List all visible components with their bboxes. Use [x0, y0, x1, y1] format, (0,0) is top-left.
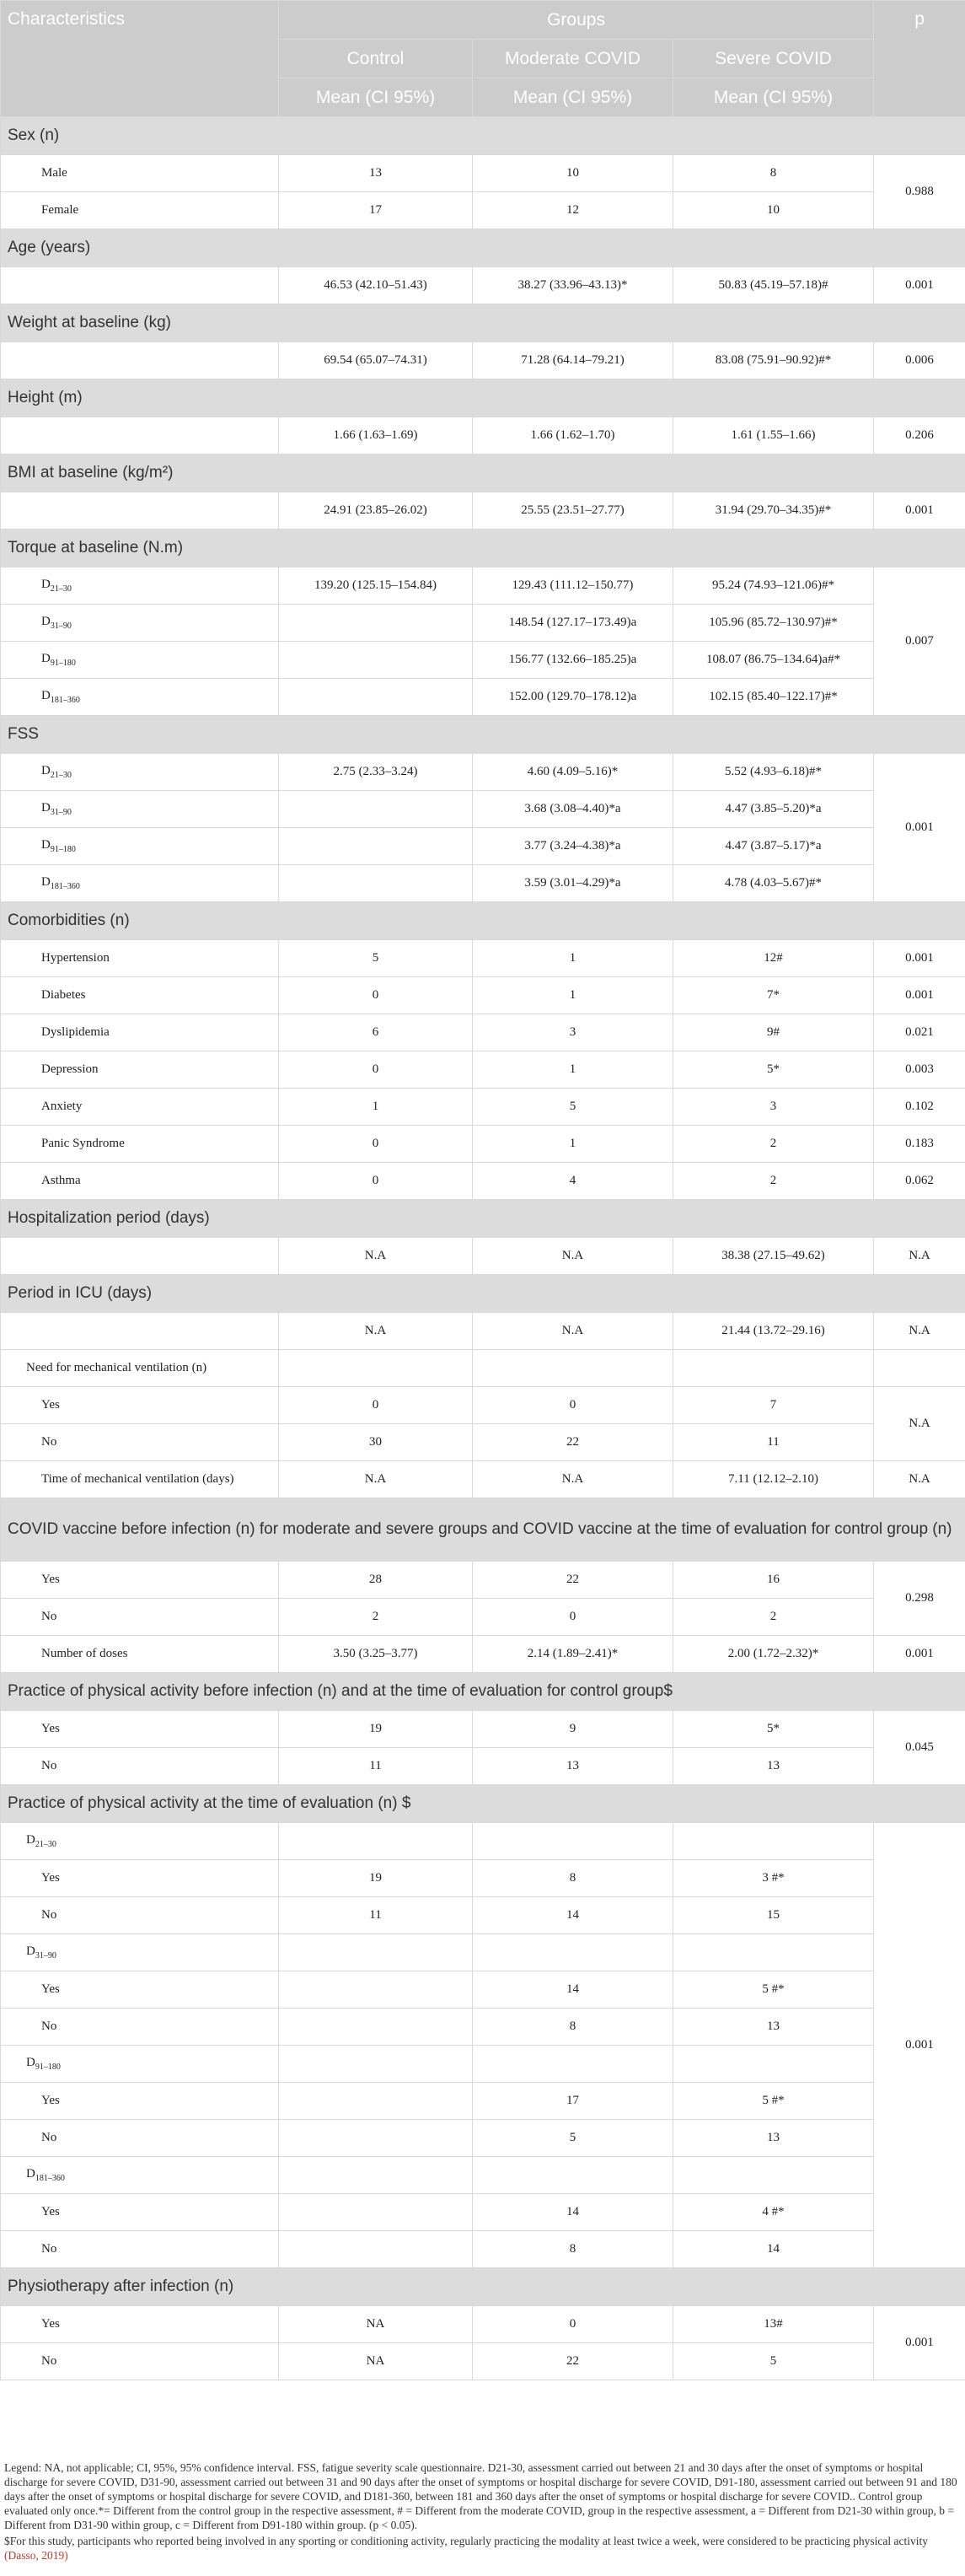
table-legend [0, 2459, 965, 2564]
table-row: $D_{31-90}$ 148.54 (127.17–173.49)a 105.96 (85.72–130.97)#* [1, 605, 965, 642]
table-row: Yes 28 22 16 0.298 [1, 1562, 965, 1599]
col-characteristics: Characteristics [1, 1, 279, 117]
table-row: Yes 19 8 3 #* [1, 1860, 965, 1897]
section-hospitalization: Hospitalization period (days) [1, 1200, 965, 1238]
table-row: Female 17 12 10 [1, 192, 965, 229]
table-row: Panic Syndrome 0 1 2 0.183 [1, 1126, 965, 1163]
col-mean-ci: Mean (CI 95%) [673, 78, 874, 117]
table-row: $D_{31-90}$ 3.68 (3.08–4.40)*a 4.47 (3.85–5.20)*a [1, 791, 965, 828]
table-row: No 30 22 11 [1, 1424, 965, 1461]
p-value: 0.007 [874, 567, 965, 716]
table-row: Number of doses 3.50 (3.25–3.77) 2.14 (1.89–2.41)* 2.00 (1.72–2.32)* 0.001 [1, 1636, 965, 1673]
table-row: $D_{181-360}$ [1, 2157, 965, 2194]
table-row: No NA 22 5 [1, 2343, 965, 2380]
table-row: Hypertension 5 1 12# 0.001 [1, 940, 965, 977]
table-row: N.A N.A 38.38 (27.15–49.62) N.A [1, 1238, 965, 1275]
table-row: No 8 14 [1, 2231, 965, 2268]
section-physiotherapy: Physiotherapy after infection (n) [1, 2268, 965, 2306]
table-row: Diabetes 0 1 7* 0.001 [1, 977, 965, 1014]
table-row: 69.54 (65.07–74.31) 71.28 (64.14–79.21) 83.08 (75.91–90.92)#* 0.006 [1, 342, 965, 379]
table-row: No 11 14 15 [1, 1897, 965, 1934]
table-row: No 8 13 [1, 2009, 965, 2046]
p-value: N.A [874, 1387, 965, 1461]
table-row: Yes 17 5 #* [1, 2083, 965, 2120]
table-row: $D_{21-30}$ 0.001 [1, 1823, 965, 1860]
col-control: Control [279, 40, 473, 78]
table-row: Yes 19 9 5* 0.045 [1, 1711, 965, 1748]
section-weight: Weight at baseline (kg) [1, 304, 965, 342]
table-row: Anxiety 1 5 3 0.102 [1, 1089, 965, 1126]
p-value: 0.206 [874, 417, 965, 454]
table-row: Yes 14 4 #* [1, 2194, 965, 2231]
table-row: 46.53 (42.10–51.43) 38.27 (33.96–43.13)* 50.83 (45.19–57.18)# 0.001 [1, 267, 965, 304]
col-severe: Severe COVID [673, 40, 874, 78]
p-value: 0.001 [874, 267, 965, 304]
table-row: Depression 0 1 5* 0.003 [1, 1051, 965, 1089]
table-row: 24.91 (23.85–26.02) 25.55 (23.51–27.77) 31.94 (29.70–34.35)#* 0.001 [1, 492, 965, 530]
p-value: 0.045 [874, 1711, 965, 1785]
p-value: 0.001 [874, 2306, 965, 2380]
col-moderate: Moderate COVID [473, 40, 673, 78]
table-row: $D_{181-360}$ 3.59 (3.01–4.29)*a 4.78 (4.03–5.67)#* [1, 865, 965, 902]
col-groups: Groups [279, 1, 874, 40]
section-sex: Sex (n) [1, 117, 965, 155]
p-value: 0.001 [874, 1823, 965, 2268]
p-value: 0.298 [874, 1562, 965, 1636]
section-height: Height (m) [1, 379, 965, 417]
section-comorbidities: Comorbidities (n) [1, 902, 965, 940]
table-row: $D_{21-30}$ 2.75 (2.33–3.24) 4.60 (4.09–5.16)* 5.52 (4.93–6.18)#* 0.001 [1, 754, 965, 791]
col-p: p [874, 1, 965, 117]
p-value: 0.001 [874, 754, 965, 902]
table-row: $D_{91-180}$ 156.77 (132.66–185.25)a 108.07 (86.75–134.64)a#* [1, 642, 965, 679]
table-row: N.A N.A 21.44 (13.72–29.16) N.A [1, 1313, 965, 1350]
col-mean-ci: Mean (CI 95%) [279, 78, 473, 117]
table-row: Male 13 10 8 0.988 [1, 155, 965, 192]
table-row: $D_{21-30}$ 139.20 (125.15–154.84) 129.43 (111.12–150.77) 95.24 (74.93–121.06)#* 0.007 [1, 567, 965, 605]
section-icu: Period in ICU (days) [1, 1275, 965, 1313]
legend-footnote: $For this study, participants who reported being involved in any sporting or conditioning activity, regularly practicing the modality at least twice a week, were considered to be practicing physical activity (Dasso, 2019) [4, 2535, 928, 2562]
legend-text: Legend: NA, not applicable; CI, 95%, 95% confidence interval. FSS, fatigue severity scale questionnaire. D21-30, assessment carried out between 21 and 30 days after the onset of symptoms or hospital discharge for severe COVID, D31-90, assessment carried out between 31 and 90 days after the onset of symptoms or hospital discharge for severe COVID, D91-180, assessment carried out between 91 and 180 days after the onset of symptoms or hospital discharge for severe COVID, and D181-360, between 181 and 360 days after the onset of symptoms or hospital discharge for severe COVID.. Control group evaluated only once.*= Different from the control group in the respective assessment, # = Different from the moderate COVID, group in the respective assessment, a = Different from D21-30 within group, b = Different from D31-90 within group, c = Different from D91-180 within group. (p < 0.05). [4, 2461, 957, 2531]
table-row: No 11 13 13 [1, 1748, 965, 1785]
section-bmi: BMI at baseline (kg/m²) [1, 454, 965, 492]
table-row: Need for mechanical ventilation (n) [1, 1350, 965, 1387]
table-row: $D_{91-180}$ [1, 2046, 965, 2083]
col-mean-ci: Mean (CI 95%) [473, 78, 673, 117]
p-value: 0.006 [874, 342, 965, 379]
table-row: $D_{181-360}$ 152.00 (129.70–178.12)a 102.15 (85.40–122.17)#* [1, 679, 965, 716]
p-value: 0.001 [874, 492, 965, 530]
table-row: 1.66 (1.63–1.69) 1.66 (1.62–1.70) 1.61 (1.55–1.66) 0.206 [1, 417, 965, 454]
table-row: Time of mechanical ventilation (days) N.A N.A 7.11 (12.12–2.10) N.A [1, 1461, 965, 1498]
table-row: Yes 14 5 #* [1, 1971, 965, 2009]
table-row: Yes NA 0 13# 0.001 [1, 2306, 965, 2343]
section-pa-before: Practice of physical activity before infection (n) and at the time of evaluation for control group$ [1, 1673, 965, 1711]
table-row: No 2 0 2 [1, 1599, 965, 1636]
section-pa-eval: Practice of physical activity at the time of evaluation (n) $ [1, 1785, 965, 1823]
section-age: Age (years) [1, 229, 965, 267]
table-row: Asthma 0 4 2 0.062 [1, 1163, 965, 1200]
section-vaccine: COVID vaccine before infection (n) for moderate and severe groups and COVID vaccine at the time of evaluation for control group (n) [1, 1498, 965, 1562]
table-row: $D_{91-180}$ 3.77 (3.24–4.38)*a 4.47 (3.87–5.17)*a [1, 828, 965, 865]
p-value: 0.988 [874, 155, 965, 229]
reference-link[interactable]: (Dasso, 2019) [4, 2549, 68, 2562]
section-torque: Torque at baseline (N.m) [1, 530, 965, 567]
table-row: $D_{31-90}$ [1, 1934, 965, 1971]
table-row: No 5 13 [1, 2120, 965, 2157]
table-row: Dyslipidemia 6 3 9# 0.021 [1, 1014, 965, 1051]
table-row: Yes 0 0 7 N.A [1, 1387, 965, 1424]
section-fss: FSS [1, 716, 965, 754]
